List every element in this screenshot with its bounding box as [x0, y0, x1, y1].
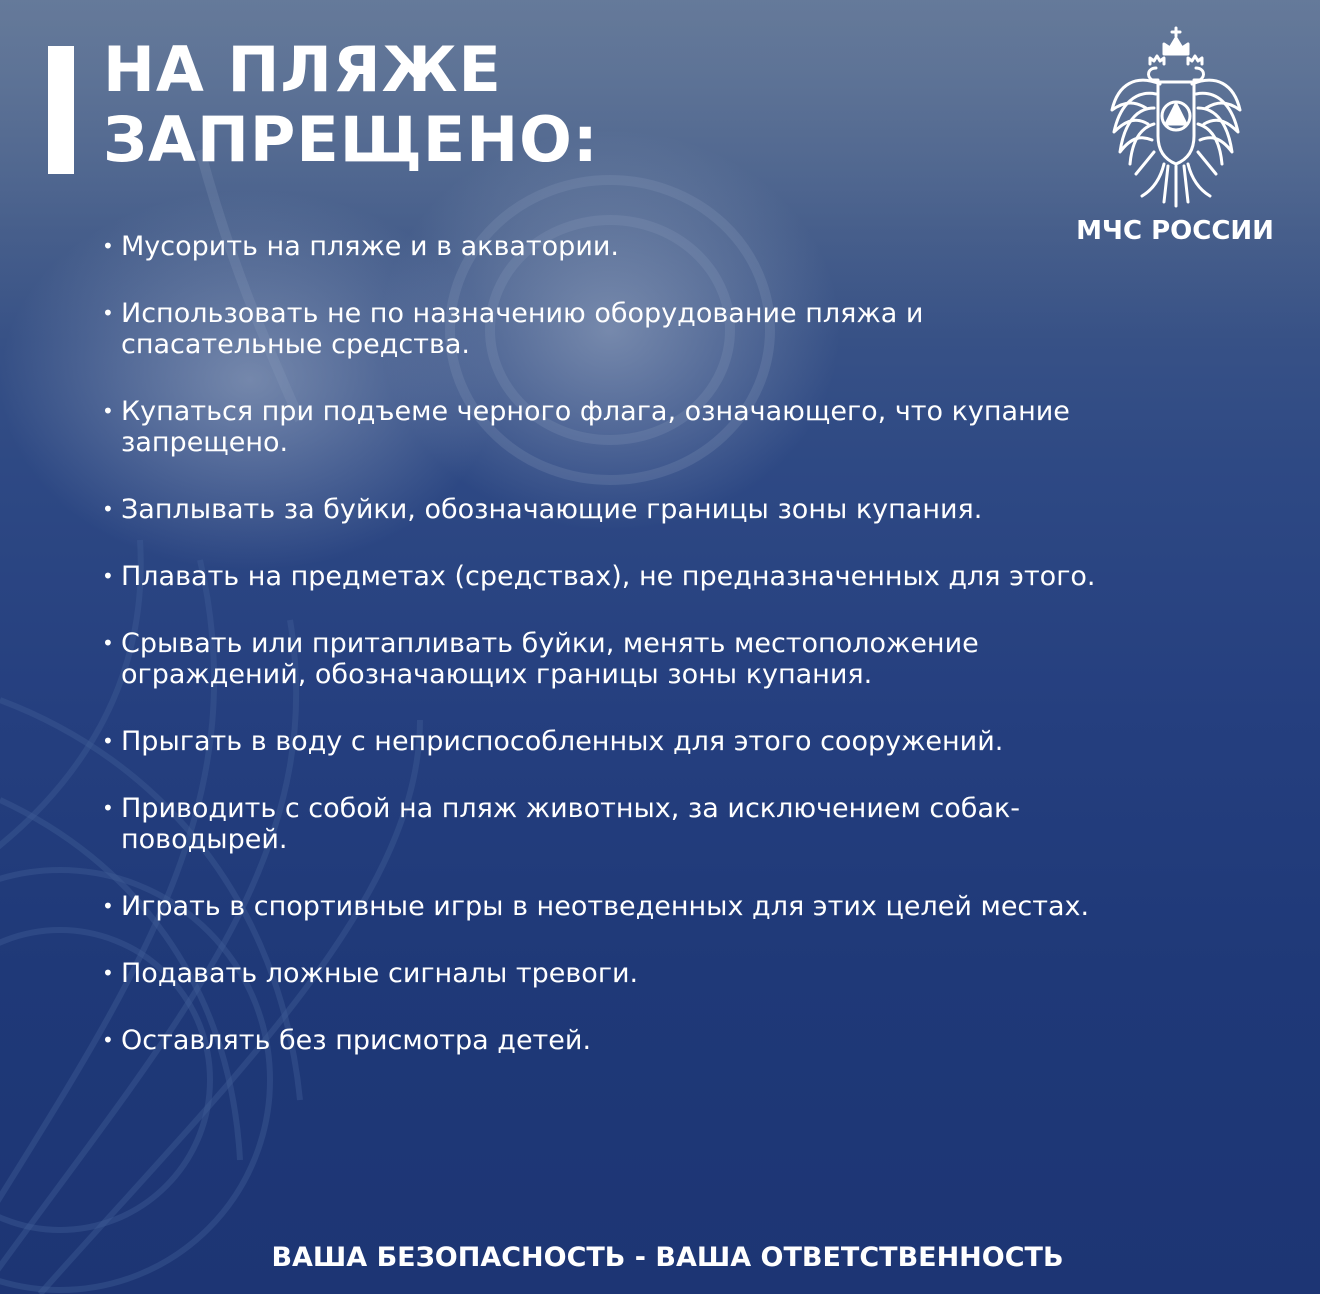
- rule-item: • Мусорить на пляже и в акватории.: [102, 231, 1112, 262]
- rule-item: • Приводить с собой на пляж животных, за исключением собак-поводырей.: [102, 793, 1112, 855]
- eagle-emblem-icon: [1106, 24, 1246, 210]
- rule-item: • Использовать не по назначению оборудование пляжа и спасательные средства.: [102, 298, 1112, 360]
- footer-slogan: ВАША БЕЗОПАСНОСТЬ - ВАША ОТВЕТСТВЕННОСТЬ: [271, 1242, 1064, 1273]
- page-title: [103, 35, 599, 175]
- rule-item: • Купаться при подъеме черного флага, означающего, что купание запрещено.: [102, 396, 1112, 458]
- brand-name: МЧС РОССИИ: [1076, 216, 1274, 246]
- rule-item: • Оставлять без присмотра детей.: [102, 1025, 1112, 1056]
- rule-item: • Подавать ложные сигналы тревоги.: [102, 958, 1112, 989]
- rule-item: • Заплывать за буйки, обозначающие границы зоны купания.: [102, 494, 1112, 525]
- rule-item: • Срывать или притапливать буйки, менять местоположение ограждений, обозначающих границы зоны купания.: [102, 628, 1112, 690]
- title-accent-bar: [48, 46, 74, 174]
- title-line-1: НА ПЛЯЖЕ: [103, 33, 502, 106]
- rules-list: [102, 231, 1112, 1092]
- rule-item: • Прыгать в воду с неприспособленных для этого сооружений.: [102, 726, 1112, 757]
- title-line-2: ЗАПРЕЩЕНО:: [103, 103, 599, 176]
- rule-item: • Плавать на предметах (средствах), не предназначенных для этого.: [102, 561, 1112, 592]
- rule-item: • Играть в спортивные игры в неотведенных для этих целей местах.: [102, 891, 1112, 922]
